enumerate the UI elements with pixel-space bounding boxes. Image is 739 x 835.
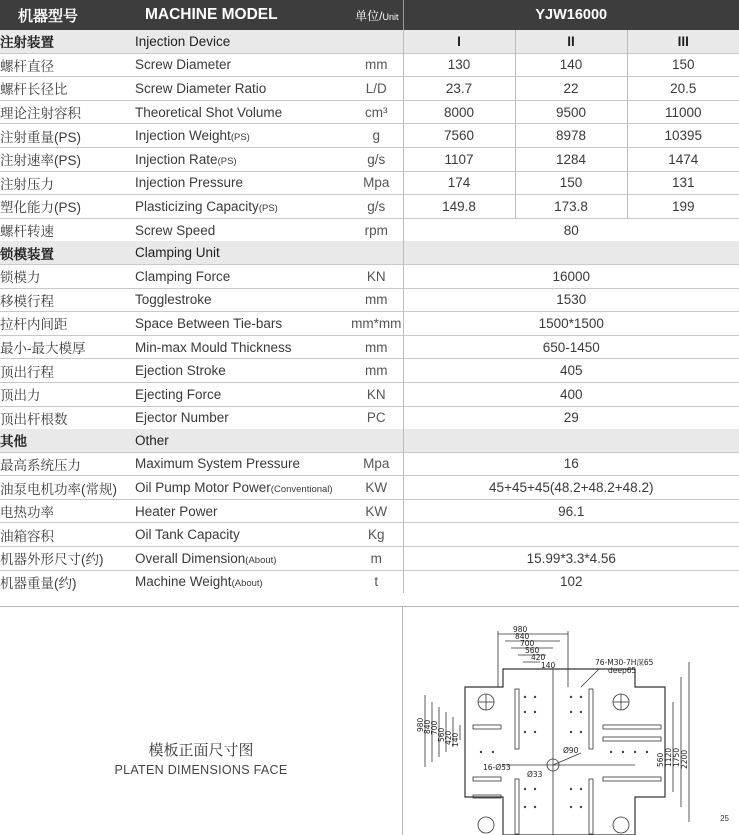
section-unit-cell (350, 429, 403, 452)
thread-note-en: deep65 (608, 666, 637, 675)
spec-label-cn: 注射压力 (0, 171, 135, 195)
spec-label-cn: 注射重量(PS) (0, 124, 135, 148)
spec-label-en (135, 382, 350, 406)
spec-label-cn: 顶出杆根数 (0, 406, 135, 429)
spec-label-en-text: Screw Diameter (135, 57, 232, 73)
table-header-row (0, 0, 739, 30)
section-title-cn: 注射装置 (0, 30, 135, 53)
spec-label-en-text: Space Between Tie-bars (135, 315, 283, 331)
spec-value: 140 (515, 53, 627, 77)
dim-left-700: 700 (430, 720, 439, 735)
spec-value: 9500 (515, 100, 627, 124)
section-title-cn: 其他 (0, 429, 135, 452)
spec-value: 1284 (515, 147, 627, 171)
spec-label-en (135, 452, 350, 476)
spec-label-en-text: Machine Weight (135, 574, 232, 590)
spec-label-cn: 注射速率(PS) (0, 147, 135, 171)
spec-value: 150 (515, 171, 627, 195)
spec-label-cn: 螺杆转速 (0, 218, 135, 241)
spec-label-cn: 最小-最大模厚 (0, 335, 135, 359)
spec-label-en-text: Screw Speed (135, 222, 216, 238)
section-unit-cell (350, 241, 403, 264)
spec-label-en (135, 147, 350, 171)
spec-value: 22 (515, 77, 627, 101)
spec-row (0, 124, 739, 148)
section-title-en: Clamping Unit (135, 241, 350, 264)
dim-right-1120: 1120 (664, 747, 673, 767)
spec-value: 20.5 (627, 77, 739, 101)
section-header-row (0, 30, 739, 53)
spec-label-en-text: Injection Rate (135, 151, 218, 167)
spec-unit: mm (350, 288, 403, 312)
spec-value: 150 (627, 53, 739, 77)
header-model-en: MACHINE MODEL (135, 0, 350, 30)
spec-row (0, 264, 739, 288)
hole-note-a: 16-Ø53 (483, 763, 511, 772)
spec-label-cn: 螺杆长径比 (0, 77, 135, 101)
spec-value: 199 (627, 195, 739, 219)
spec-row (0, 570, 739, 593)
spec-unit: Mpa (350, 452, 403, 476)
spec-label-cn: 油泵电机功率(常规) (0, 476, 135, 500)
spec-label-cn: 机器重量(约) (0, 570, 135, 593)
screw-level-label: II (515, 30, 627, 53)
screw-level-label: I (403, 30, 515, 53)
spec-label-en-text: Oil Tank Capacity (135, 527, 240, 543)
spec-value: 11000 (627, 100, 739, 124)
spec-value: 400 (403, 382, 739, 406)
spec-unit: mm (350, 359, 403, 383)
section-value-cell (403, 429, 739, 452)
spec-label-en-text: Min-max Mould Thickness (135, 339, 292, 355)
spec-label-en-text: Oil Pump Motor Power (135, 480, 271, 496)
platen-title-cn: 模板正面尺寸图 (148, 742, 254, 759)
spec-label-en (135, 218, 350, 241)
spec-row (0, 77, 739, 101)
dim-right-2200: 2200 (680, 749, 689, 769)
spec-label-cn: 拉杆内间距 (0, 312, 135, 336)
spec-label-en-text: Togglestroke (135, 292, 212, 308)
spec-unit: Kg (350, 523, 403, 547)
spec-label-en (135, 476, 350, 500)
dim-top-140: 140 (541, 661, 556, 670)
dim-right-1750: 1750 (672, 747, 681, 767)
spec-unit: KN (350, 382, 403, 406)
platen-title-en: PLATEN DIMENSIONS FACE (114, 763, 288, 777)
section-header-row (0, 241, 739, 264)
dim-left-980: 980 (416, 717, 425, 732)
spec-unit: mm (350, 53, 403, 77)
spec-row (0, 171, 739, 195)
spec-unit: KN (350, 264, 403, 288)
header-model-cn: 机器型号 (0, 0, 135, 30)
spec-label-en (135, 406, 350, 429)
spec-value: 1530 (403, 288, 739, 312)
spec-label-en-text: Injection Weight (135, 128, 231, 144)
spec-row (0, 382, 739, 406)
platen-panel (0, 606, 739, 835)
spec-value: 45+45+45(48.2+48.2+48.2) (403, 476, 739, 500)
page-number: 25 (720, 814, 729, 823)
spec-row (0, 476, 739, 500)
spec-value: 7560 (403, 124, 515, 148)
spec-unit: KW (350, 499, 403, 523)
spec-row (0, 100, 739, 124)
spec-label-en (135, 53, 350, 77)
spec-value: 1500*1500 (403, 312, 739, 336)
spec-unit: cm³ (350, 100, 403, 124)
spec-label-en (135, 195, 350, 219)
spec-label-en (135, 171, 350, 195)
spec-value: 1107 (403, 147, 515, 171)
spec-label-en-text: Screw Diameter Ratio (135, 80, 267, 96)
spec-label-en-text: Clamping Force (135, 268, 231, 284)
header-unit (350, 0, 403, 30)
spec-label-cn: 最高系统压力 (0, 452, 135, 476)
spec-label-en-text: Overall Dimension (135, 550, 246, 566)
spec-label-en (135, 523, 350, 547)
spec-label-cn: 顶出行程 (0, 359, 135, 383)
spec-value: 102 (403, 570, 739, 593)
spec-unit: mm (350, 335, 403, 359)
dim-top-560: 560 (525, 646, 540, 655)
spec-label-cn: 顶出力 (0, 382, 135, 406)
spec-unit: mm*mm (350, 312, 403, 336)
platen-caption (0, 607, 403, 835)
spec-label-en (135, 335, 350, 359)
spec-unit: g/s (350, 147, 403, 171)
spec-row (0, 53, 739, 77)
section-title-en: Injection Device (135, 30, 350, 53)
spec-value: 131 (627, 171, 739, 195)
spec-label-cn: 油箱容积 (0, 523, 135, 547)
center-hole-note: Ø90 (563, 746, 579, 755)
spec-label-cn: 塑化能力(PS) (0, 195, 135, 219)
spec-row (0, 335, 739, 359)
spec-label-sub: (Conventional) (270, 484, 333, 496)
section-unit-cell (350, 30, 403, 53)
spec-row (0, 288, 739, 312)
section-title-en: Other (135, 429, 350, 452)
hole-note-b: Ø33 (527, 770, 543, 779)
dim-left-840: 840 (423, 719, 432, 734)
spec-label-en (135, 547, 350, 571)
spec-label-sub: (PS) (258, 202, 278, 214)
spec-value: 80 (403, 218, 739, 241)
spec-value: 16 (403, 452, 739, 476)
spec-row (0, 195, 739, 219)
platen-drawing (403, 607, 739, 835)
spec-unit: PC (350, 406, 403, 429)
spec-unit: rpm (350, 218, 403, 241)
spec-label-sub: (About) (245, 554, 277, 566)
spec-label-en-text: Heater Power (135, 503, 218, 519)
dim-left-420: 420 (444, 730, 453, 745)
spec-value: 23.7 (403, 77, 515, 101)
spec-label-en (135, 312, 350, 336)
spec-label-cn: 螺杆直径 (0, 53, 135, 77)
dim-top-980: 980 (513, 625, 528, 634)
spec-value: 15.99*3.3*4.56 (403, 547, 739, 571)
spec-value: 650-1450 (403, 335, 739, 359)
spec-unit: m (350, 547, 403, 571)
dim-top-420: 420 (531, 653, 546, 662)
spec-row (0, 523, 739, 547)
spec-label-en-text: Ejector Number (135, 410, 229, 426)
spec-unit: t (350, 570, 403, 593)
spec-label-en (135, 499, 350, 523)
spec-value: 16000 (403, 264, 739, 288)
header-unit-en: Unit (382, 11, 399, 22)
spec-unit: L/D (350, 77, 403, 101)
dim-top-700: 700 (520, 639, 535, 648)
spec-value: 174 (403, 171, 515, 195)
spec-label-sub: (About) (231, 578, 263, 590)
dim-left-140: 140 (451, 732, 460, 747)
spec-label-sub: (PS) (217, 155, 237, 167)
spec-label-en (135, 359, 350, 383)
spec-value: 29 (403, 406, 739, 429)
dim-right-560: 560 (656, 752, 665, 767)
spec-row (0, 147, 739, 171)
screw-level-label: III (627, 30, 739, 53)
dim-top-840: 840 (515, 632, 530, 641)
spec-label-cn: 机器外形尺寸(约) (0, 547, 135, 571)
spec-value: 149.8 (403, 195, 515, 219)
spec-value: 1474 (627, 147, 739, 171)
spec-label-en (135, 570, 350, 593)
spec-row (0, 452, 739, 476)
spec-value: 173.8 (515, 195, 627, 219)
spec-row (0, 499, 739, 523)
spec-label-cn: 理论注射容积 (0, 100, 135, 124)
spec-value: 10395 (627, 124, 739, 148)
spec-row (0, 312, 739, 336)
spec-label-sub: (PS) (230, 132, 250, 144)
spec-value (403, 523, 739, 547)
spec-value: 96.1 (403, 499, 739, 523)
spec-label-en (135, 288, 350, 312)
spec-unit: KW (350, 476, 403, 500)
spec-label-en (135, 264, 350, 288)
spec-row (0, 547, 739, 571)
spec-label-cn: 电热功率 (0, 499, 135, 523)
spec-label-en-text: Maximum System Pressure (135, 456, 301, 472)
section-value-cell (403, 241, 739, 264)
spec-row (0, 406, 739, 429)
header-unit-cn: 单位/ (355, 8, 383, 23)
spec-label-en (135, 124, 350, 148)
section-title-cn: 锁模装置 (0, 241, 135, 264)
spec-value: 130 (403, 53, 515, 77)
spec-value: 8000 (403, 100, 515, 124)
spec-unit: g (350, 124, 403, 148)
spec-label-en (135, 77, 350, 101)
spec-label-en-text: Theoretical Shot Volume (135, 104, 283, 120)
spec-label-cn: 锁模力 (0, 264, 135, 288)
spec-label-en-text: Ejecting Force (135, 386, 222, 402)
spec-value: 405 (403, 359, 739, 383)
spec-label-cn: 移模行程 (0, 288, 135, 312)
spec-value: 8978 (515, 124, 627, 148)
spec-unit: Mpa (350, 171, 403, 195)
spec-unit: g/s (350, 195, 403, 219)
thread-note: 76-M30-7H深65 (595, 658, 654, 667)
spec-row (0, 359, 739, 383)
dim-left-560: 560 (437, 727, 446, 742)
header-model-name: YJW16000 (403, 0, 739, 30)
spec-label-en-text: Plasticizing Capacity (135, 198, 259, 214)
spec-label-en (135, 100, 350, 124)
section-header-row (0, 429, 739, 452)
spec-label-en-text: Injection Pressure (135, 175, 244, 191)
spec-label-en-text: Ejection Stroke (135, 363, 226, 379)
spec-row (0, 218, 739, 241)
